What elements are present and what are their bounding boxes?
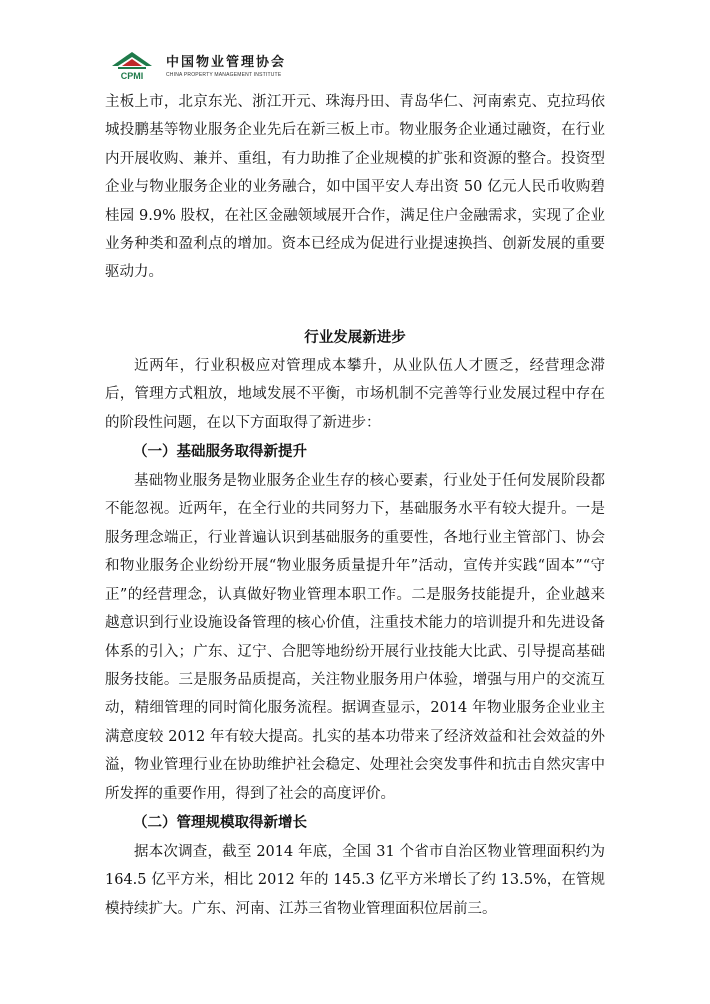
org-name-cn: 中国物业管理协会: [166, 55, 287, 70]
section-title: 行业发展新进步: [304, 329, 406, 346]
subsection-2-paragraph: 据本次调查，截至 2014 年底，全国 31 个省市自治区物业管理面积约为 164.5 亿平方米，相比 2012 年的 145.3 亿平方米增长了约 13.5%，在管规模持续扩大。广东、河南、江苏三省物业管理面积位居前三。: [105, 843, 605, 917]
subsection-1-paragraph: 基础物业服务是物业服务企业生存的核心要素，行业处于任何发展阶段都不能忽视。近两年，在全行业的共同努力下，基础服务水平有较大提升。一是服务理念端正，行业普遍认识到基础服务的重要性，各地行业主管部门、协会和物业服务企业纷纷开展“物业服务质量提升年”活动，宣传并实践“固本”“守正”的经营理念，认真做好物业管理本职工作。二是服务技能提升，企业越来越意识到行业设施设备管理的核心价值，注重技术能力的培训提升和先进设备体系的引入；广东、辽宁、合肥等地纷纷开展行业技能大比武、引导提高基础服务技能。三是服务品质提高，关注物业服务用户体验，增强与用户的交流互动，精细管理的同时简化服务流程。据调查显示，2014 年物业服务企业业主满意度较 2012 年有较大提高。扎实的基本功带来了经济效益和社会效益的外溢，物业管理行业在协助维护社会稳定、处理社会突发事件和抗击自然灾害中所发挥的重要作用，得到了社会的高度评价。: [105, 473, 605, 802]
intro-paragraph: 主板上市，北京东光、浙江开元、珠海丹田、青岛华仁、河南索克、克拉玛依城投鹏基等物业服务企业先后在新三板上市。物业服务企业通过融资，在行业内开展收购、兼并、重组，有力助推了企业规模的扩张和资源的整合。投资型企业与物业服务企业的业务融合，如中国平安人寿出资 50 亿元人民币收购碧桂园 9.9% 股权，在社区金融领域展开合作，满足住户金融需求，实现了企业业务种类和盈利点的增加。资本已经成为促进行业提速换挡、创新发展的重要驱动力。: [105, 94, 605, 281]
org-name-en: CHINA PROPERTY MANAGEMENT INSTITUTE: [166, 72, 282, 78]
subsection-2-title: （二）管理规模取得新增长: [133, 814, 307, 831]
cpmi-logo-icon: [108, 48, 156, 84]
org-name: [166, 51, 286, 78]
document-body: [105, 88, 605, 923]
logo-abbr: CPMI: [120, 71, 144, 81]
subsection-1-title: （一）基础服务取得新提升: [133, 444, 307, 461]
section-intro-paragraph: 近两年，行业积极应对管理成本攀升，从业队伍人才匮乏，经营理念滞后，管理方式粗放，地域发展不平衡，市场机制不完善等行业发展过程中存在的阶段性问题，在以下方面取得了新进步：: [105, 357, 605, 431]
